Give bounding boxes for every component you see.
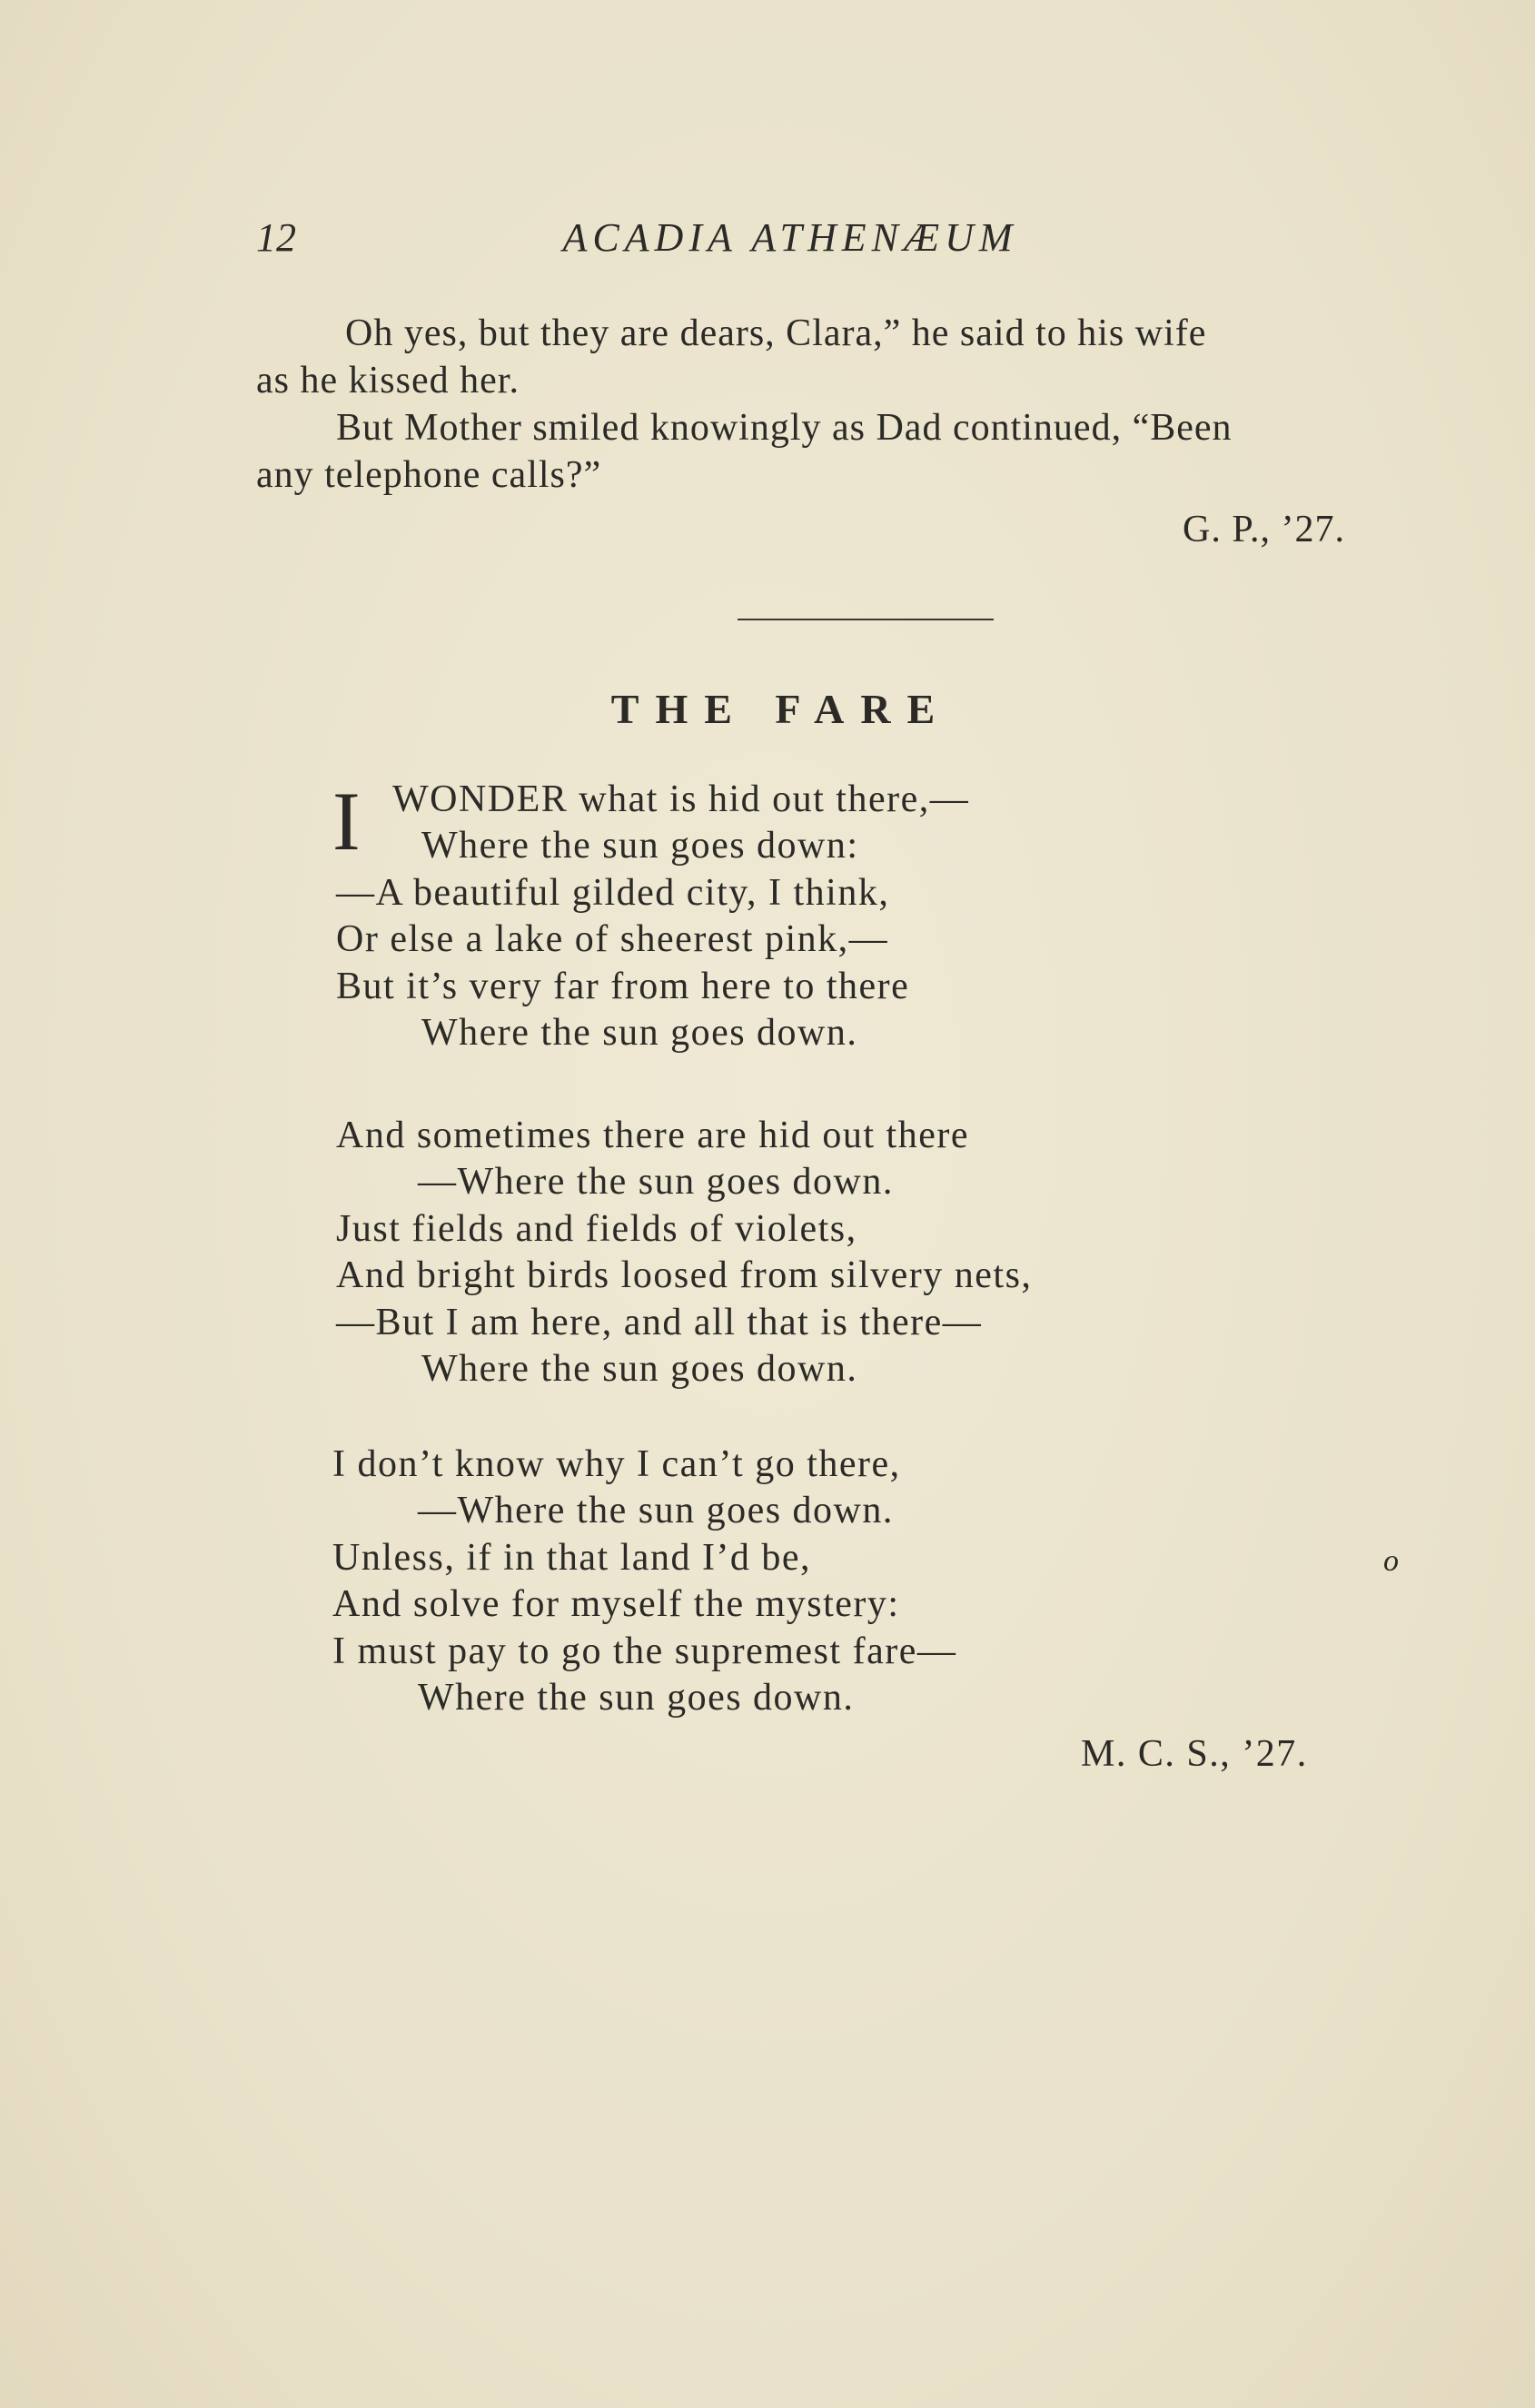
poem-line: Where the sun goes down.	[421, 1348, 858, 1390]
poem-line: —But I am here, and all that is there—	[336, 1302, 983, 1343]
poem-line: WONDER what is hid out there,—	[392, 778, 970, 820]
poem-line: And sometimes there are hid out there	[336, 1115, 969, 1156]
poem-line: And bright birds loosed from silvery nets,	[336, 1254, 1033, 1296]
poem-title: THE FARE	[610, 686, 952, 732]
poem-line: Or else a lake of sheerest pink,—	[336, 918, 889, 960]
margin-mark: o	[1383, 1544, 1399, 1578]
running-title: ACADIA ATHENÆUM	[562, 215, 1018, 260]
poem-line: Where the sun goes down:	[421, 825, 859, 867]
poem-line: I must pay to go the supremest fare—	[332, 1630, 957, 1672]
prose-line: any telephone calls?”	[256, 454, 602, 496]
poem-line: Where the sun goes down.	[421, 1012, 858, 1054]
drop-cap: I	[332, 775, 361, 867]
prose-signature: G. P., ’27.	[1183, 509, 1346, 550]
poem-line: —A beautiful gilded city, I think,	[336, 872, 890, 914]
poem-line: —Where the sun goes down.	[418, 1490, 894, 1531]
prose-line: as he kissed her.	[256, 360, 520, 401]
poem-line: —Where the sun goes down.	[418, 1161, 894, 1203]
prose-line: But Mother smiled knowingly as Dad continued, “Been	[336, 407, 1233, 449]
poem-line: Unless, if in that land I’d be,	[332, 1537, 812, 1579]
poem-line: And solve for myself the mystery:	[332, 1583, 900, 1625]
prose-line: Oh yes, but they are dears, Clara,” he said to his wife	[345, 312, 1207, 354]
poem-line: I don’t know why I can’t go there,	[332, 1443, 901, 1485]
poem-line: Just fields and fields of violets,	[336, 1208, 857, 1250]
poem-line: But it’s very far from here to there	[336, 966, 910, 1007]
poem-signature: M. C. S., ’27.	[1081, 1733, 1308, 1775]
section-divider	[738, 619, 994, 620]
poem-line: Where the sun goes down.	[418, 1677, 855, 1719]
page-number: 12	[256, 215, 296, 260]
